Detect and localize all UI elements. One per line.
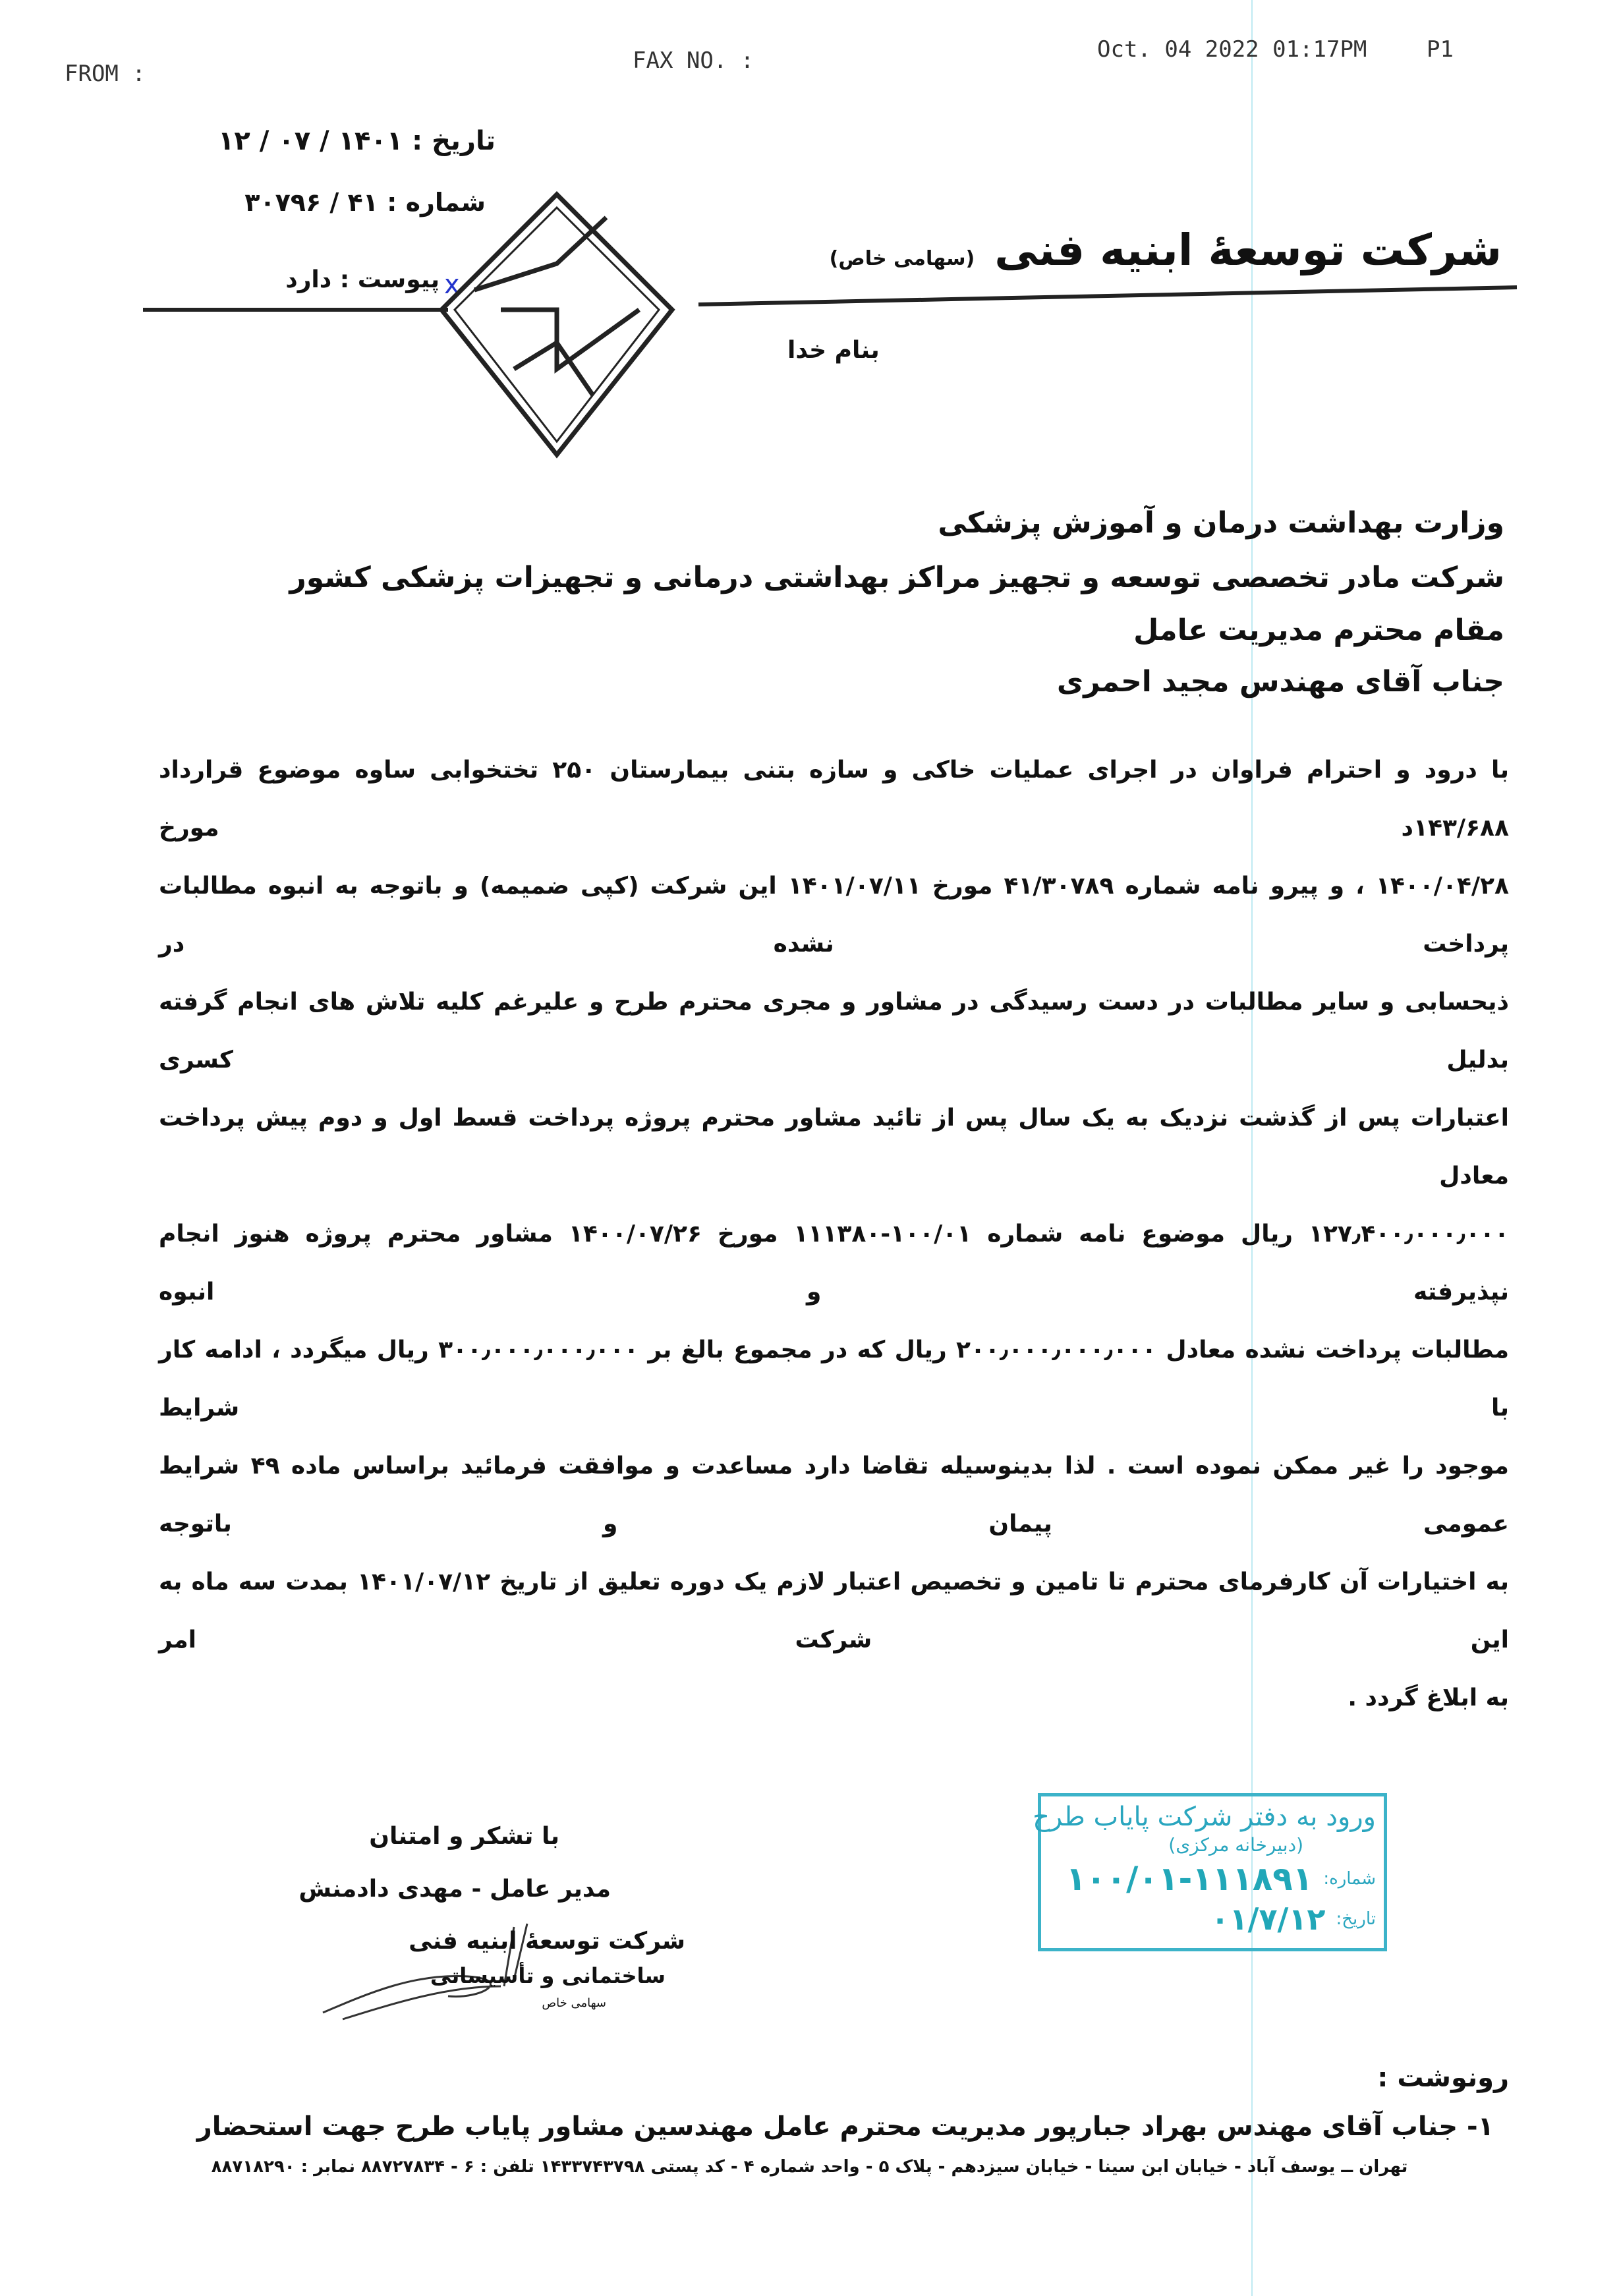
fax-from-label: FROM :: [65, 61, 146, 87]
cc-item: ۱- جناب آقای مهندس بهراد جبارپور مدیریت محترم عامل مهندسین مشاور پایاب طرح جهت استحضار: [196, 2111, 1494, 2142]
body-paragraph-line: ۱۲۷٫۴۰۰٫۰۰۰٫۰۰۰ ریال موضوع نامه شماره ۱۰۰/۰۱-۱۱۱۳۸۰ مورخ ۱۴۰۰/۰۷/۲۶ مشاور محترم پروژه هنوز انجام نپذیرفته و انبوه: [159, 1220, 1509, 1306]
recipient-line: وزارت بهداشت درمان و آموزش پزشکی: [938, 506, 1504, 540]
footer-address: تهران ــ یوسف آباد - خیابان ابن سینا - خیابان سیزدهم - پلاک ۵ - واحد شماره ۴ - کد پستی ۱۴۳۳۷۴۳۷۹۸ تلفن : ۶ - ۸۸۷۲۷۸۳۴ نمابر : ۸۸۷۱۸۲۹۰: [211, 2157, 1408, 2177]
closing-thanks: با تشکر و امتنان: [369, 1823, 559, 1850]
fax-page: P1: [1427, 36, 1454, 63]
letterhead-rule-right: [698, 287, 1517, 304]
letter-attachment: پیوست : دارد: [285, 266, 440, 293]
stamp-subtitle: (دبیرخانه مرکزی): [1168, 1834, 1303, 1856]
stamp-date-row: [1049, 1901, 1376, 1937]
stamp-date-value: ۰۱/۷/۱۲: [1210, 1901, 1326, 1937]
body-paragraph-line: موجود را غیر ممکن نموده است . لذا بدینوسیله تقاضا دارد مساعدت و موافقت فرمائید براساس ماده ۴۹ شرایط عمومی پیمان و باتوجه: [159, 1452, 1509, 1537]
signatory-name: مدیر عامل - مهدی دادمنش: [298, 1876, 611, 1903]
seal-company-subtitle: ساختمانی و تأسیساتی: [430, 1963, 666, 1988]
stamp-number-label: شماره:: [1323, 1869, 1376, 1889]
attachment-check-mark: x: [444, 270, 460, 300]
body-paragraph-line: ذیحسابی و سایر مطالبات در دست رسیدگی در مشاور و مجری محترم طرح و علیرغم کلیه تلاش های انجام گرفته بدلیل کسری: [159, 989, 1509, 1074]
company-logo-icon: [441, 194, 672, 455]
body-paragraph-line: به ابلاغ گردد .: [1348, 1684, 1509, 1711]
body-paragraph-line: با درود و احترام فراوان در اجرای عملیات خاکی و سازه بتنی بیمارستان ۲۵۰ تختخوابی ساوه موضوع قرارداد ۱۴۳/۶۸۸د مورخ: [159, 757, 1509, 842]
body-paragraph-line: به اختیارات آن کارفرمای محترم تا تامین و تخصیص اعتبار لازم یک دوره تعلیق از تاریخ ۱۴۰۱/۰۷/۱۲ بمدت سه ماه به این شرکت امر: [159, 1568, 1510, 1653]
body-paragraph-line: مطالبات پرداخت نشده معادل ۲۰۰٫۰۰۰٫۰۰۰٫۰۰۰ ریال که در مجموع بالغ بر ۳۰۰٫۰۰۰٫۰۰۰٫۰۰۰ ریال میگردد ، ادامه کار با شرایط: [159, 1336, 1509, 1421]
fax-timestamp: Oct. 04 2022 01:17PM: [1097, 36, 1367, 63]
letterhead-rule-and-logo: [0, 0, 1619, 474]
invocation: بنام خدا: [787, 337, 880, 364]
recipient-line: جناب آقای مهندس مجید احمری: [1056, 665, 1504, 699]
stamp-title: ورود به دفتر شرکت پایاب طرح: [1033, 1802, 1376, 1832]
received-stamp: [1033, 1793, 1387, 1951]
stamp-date-label: تاریخ:: [1336, 1909, 1376, 1929]
recipient-line: مقام محترم مدیریت عامل: [1133, 614, 1504, 647]
cc-label: رونوشت :: [1377, 2063, 1509, 2093]
signature-and-seal: [316, 1914, 685, 2032]
body-paragraph-line: اعتبارات پس از گذشت نزدیک به یک سال پس از تائید مشاور محترم پروژه پرداخت قسط اول و دوم پیش پرداخت معادل: [159, 1105, 1509, 1190]
company-name: شرکت توسعهٔ ابنیه فنی: [994, 225, 1502, 275]
letter-number: شماره : ۴۱ / ۳۰۷۹۶: [244, 188, 486, 217]
letter-date: تاریخ : ۱۴۰۱ / ۰۷ / ۱۲: [217, 126, 496, 156]
stamp-number-value: ۱۰۰/۰۱-۱۱۱۸۹۱: [1065, 1860, 1313, 1898]
fax-number-label: FAX NO. :: [633, 47, 754, 74]
seal-company-name: شرکت توسعهٔ ابنیه فنی: [409, 1928, 685, 1955]
recipient-line: شرکت مادر تخصصی توسعه و تجهیز مراکز بهداشتی درمانی و تجهیزات پزشکی کشور: [289, 561, 1504, 594]
seal-company-type: سهامی خاص: [542, 1996, 606, 2010]
body-paragraph-line: ۱۴۰۰/۰۴/۲۸ ، و پیرو نامه شماره ۴۱/۳۰۷۸۹ مورخ ۱۴۰۱/۰۷/۱۱ این شرکت (کپی ضمیمه) و باتوجه به انبوه مطالبات پرداخت نشده در: [159, 873, 1509, 958]
stamp-number-row: [1049, 1857, 1376, 1901]
company-type: (سهامی خاص): [829, 247, 975, 270]
